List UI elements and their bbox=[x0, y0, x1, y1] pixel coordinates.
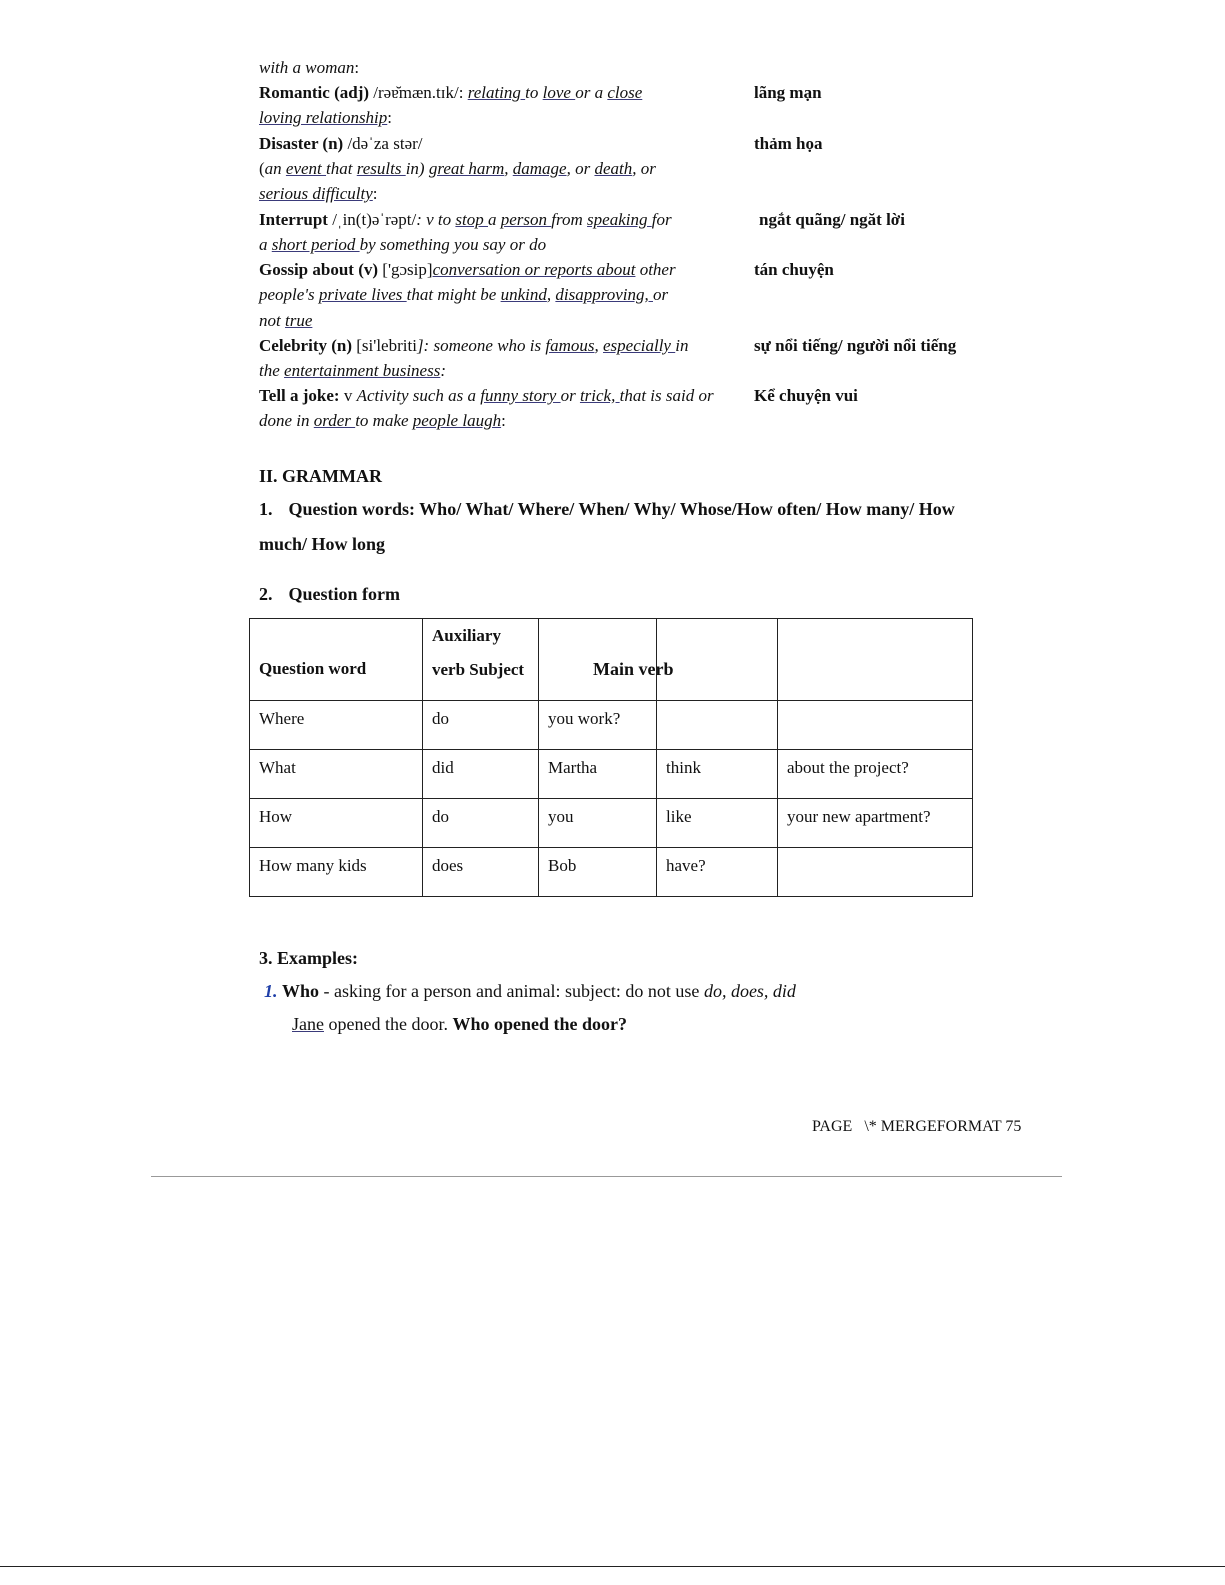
text-segment: trick, bbox=[579, 386, 620, 405]
vocab-line bbox=[259, 235, 546, 255]
header-verb-subject: verb Subject bbox=[432, 660, 525, 679]
header-auxiliary-subject bbox=[423, 619, 539, 701]
header-auxiliary: Auxiliary bbox=[432, 626, 501, 645]
table-cell: Where bbox=[250, 701, 423, 750]
text-segment: , or bbox=[632, 159, 656, 178]
translation: Kể chuyện vui bbox=[754, 386, 858, 405]
text-segment: stop bbox=[455, 210, 488, 229]
text-segment: love bbox=[542, 83, 576, 102]
text-segment: done in bbox=[259, 411, 314, 430]
list-number: 1. bbox=[264, 981, 278, 1001]
table-cell: do bbox=[423, 701, 539, 750]
text-segment: : v to bbox=[416, 210, 456, 229]
text-segment: damage bbox=[512, 159, 567, 178]
table-cell: What bbox=[250, 750, 423, 799]
text-segment: disapproving, bbox=[555, 285, 653, 304]
table-cell: Bob bbox=[539, 848, 657, 897]
table-cell: How many kids bbox=[250, 848, 423, 897]
vocab-line bbox=[259, 58, 359, 78]
text-segment: woman bbox=[305, 58, 355, 77]
table-cell: How bbox=[250, 799, 423, 848]
table-row bbox=[250, 848, 973, 897]
text-segment: /rəɐ̆mæn.tɪk/: bbox=[369, 83, 468, 102]
header-main-verb: Main verb bbox=[593, 659, 674, 679]
text-segment: conversation or reports about bbox=[432, 260, 636, 279]
text-segment: that is said or bbox=[619, 386, 714, 405]
table-cell: your new apartment? bbox=[778, 799, 973, 848]
question-words-text: Question words: Who/ What/ Where/ When/ Why/ Whose/How often/ How many/ How bbox=[288, 499, 955, 519]
vocab-line bbox=[259, 134, 423, 154]
question-words-heading bbox=[259, 499, 955, 520]
question-words-continued: much/ How long bbox=[259, 534, 386, 554]
text-segment: opened the door. bbox=[323, 1014, 453, 1034]
text-segment: /dəˈza stər/ bbox=[343, 134, 423, 153]
text-segment: , bbox=[504, 159, 513, 178]
question-form-heading bbox=[259, 584, 400, 605]
text-segment: Disaster (n) bbox=[259, 134, 344, 153]
text-segment: famous bbox=[545, 336, 595, 355]
text-segment: that bbox=[326, 159, 357, 178]
text-segment: from bbox=[551, 210, 588, 229]
text-segment: [si'lebriti bbox=[352, 336, 417, 355]
question-form-text: Question form bbox=[288, 584, 400, 604]
vocab-line bbox=[259, 83, 642, 103]
text-segment: not bbox=[259, 311, 285, 330]
table-cell: you work? bbox=[539, 701, 657, 750]
text-segment: private lives bbox=[318, 285, 407, 304]
list-number: 1. bbox=[259, 499, 273, 519]
table-cell: do bbox=[423, 799, 539, 848]
translation: thảm họa bbox=[754, 134, 823, 153]
text-segment: to make bbox=[355, 411, 413, 430]
text-segment: true bbox=[284, 311, 313, 330]
text-segment: Tell a joke: bbox=[259, 386, 340, 405]
grammar-heading: II. GRAMMAR bbox=[259, 466, 382, 486]
text-segment: order bbox=[313, 411, 356, 430]
vocab-line bbox=[259, 210, 672, 230]
text-segment: ['gɔsip] bbox=[378, 260, 433, 279]
table-row bbox=[250, 750, 973, 799]
table-cell: does bbox=[423, 848, 539, 897]
table-cell: Martha bbox=[539, 750, 657, 799]
table-cell: like bbox=[657, 799, 778, 848]
text-segment: that might be bbox=[406, 285, 501, 304]
table-cell bbox=[657, 701, 778, 750]
vocab-line bbox=[259, 260, 676, 280]
table-cell bbox=[778, 701, 973, 750]
text-segment: serious difficulty bbox=[259, 184, 373, 203]
page-footer: PAGE \* MERGEFORMAT 75 bbox=[812, 1118, 1022, 1135]
text-segment: for bbox=[651, 210, 672, 229]
table-cell: about the project? bbox=[778, 750, 973, 799]
header-cell bbox=[657, 619, 778, 701]
example-item bbox=[264, 981, 796, 1001]
text-segment: or bbox=[560, 386, 580, 405]
text-segment: or bbox=[652, 285, 669, 304]
text-segment: relating bbox=[467, 83, 526, 102]
text-segment: short period bbox=[271, 235, 360, 254]
text-segment: event bbox=[285, 159, 327, 178]
text-segment: the bbox=[259, 361, 285, 380]
table-cell: have? bbox=[657, 848, 778, 897]
text-segment: Interrupt bbox=[259, 210, 328, 229]
text-segment: , bbox=[546, 285, 556, 304]
text-segment: person bbox=[500, 210, 552, 229]
text-segment: great harm bbox=[428, 159, 505, 178]
text-segment: funny story bbox=[480, 386, 561, 405]
table-row bbox=[250, 799, 973, 848]
bottom-border bbox=[0, 1566, 1225, 1567]
text-segment: , or bbox=[566, 159, 595, 178]
table-cell: think bbox=[657, 750, 778, 799]
text-segment: ( bbox=[259, 159, 265, 178]
vocab-line bbox=[259, 285, 668, 305]
text-segment: Who bbox=[282, 981, 320, 1001]
text-segment: : bbox=[440, 361, 446, 380]
example-item-text bbox=[282, 981, 796, 1001]
vocab-line bbox=[259, 411, 506, 431]
vocab-line bbox=[259, 336, 688, 356]
text-segment: results bbox=[356, 159, 406, 178]
page-divider bbox=[151, 1176, 1062, 1177]
translation: tán chuyện bbox=[754, 260, 834, 279]
text-segment: - asking for a person and animal: subject: do not use bbox=[319, 981, 704, 1001]
text-segment: close bbox=[607, 83, 643, 102]
text-segment: by something you say or do bbox=[359, 235, 547, 254]
text-segment: unkind bbox=[500, 285, 547, 304]
table-cell bbox=[778, 848, 973, 897]
vocab-line bbox=[259, 361, 446, 381]
text-segment: v bbox=[339, 386, 357, 405]
text-segment: a bbox=[259, 235, 272, 254]
list-number: 2. bbox=[259, 584, 273, 604]
table-row bbox=[250, 701, 973, 750]
text-segment: loving relationship bbox=[259, 108, 388, 127]
table-cell: did bbox=[423, 750, 539, 799]
text-segment: entertainment business bbox=[284, 361, 441, 380]
translation: sự nổi tiếng/ người nổi tiếng bbox=[754, 336, 957, 355]
text-segment: Gossip about (v) bbox=[259, 260, 379, 279]
text-segment: in bbox=[675, 336, 689, 355]
text-segment: Activity such as a bbox=[356, 386, 481, 405]
text-segment: Romantic (adj) bbox=[259, 83, 370, 102]
vocab-line bbox=[259, 159, 656, 179]
text-segment: especially bbox=[603, 336, 676, 355]
header-cell bbox=[778, 619, 973, 701]
text-segment: speaking bbox=[587, 210, 652, 229]
text-segment: : bbox=[387, 108, 393, 127]
text-segment: an bbox=[264, 159, 286, 178]
translation: ngắt quãng/ ngăt lời bbox=[759, 210, 905, 229]
vocab-line bbox=[259, 311, 312, 331]
text-segment: or a bbox=[575, 83, 608, 102]
translation: lãng mạn bbox=[754, 83, 822, 102]
text-segment: , bbox=[594, 336, 604, 355]
vocab-line bbox=[259, 386, 714, 406]
text-segment: a bbox=[488, 210, 501, 229]
text-segment: Jane bbox=[292, 1014, 324, 1034]
text-segment: : bbox=[372, 184, 378, 203]
text-segment: death bbox=[594, 159, 633, 178]
text-segment: Celebrity (n) bbox=[259, 336, 353, 355]
text-segment: : bbox=[501, 411, 506, 430]
examples-heading: 3. Examples: bbox=[259, 948, 358, 968]
text-segment: : bbox=[354, 58, 360, 77]
vocab-line bbox=[259, 108, 392, 128]
text-segment: do, does, did bbox=[703, 981, 796, 1001]
text-segment: people laugh bbox=[412, 411, 502, 430]
text-segment: ]: someone who is bbox=[416, 336, 546, 355]
text-segment: people's bbox=[259, 285, 319, 304]
text-segment: with a bbox=[259, 58, 306, 77]
text-segment: Who opened the door? bbox=[452, 1014, 627, 1034]
text-segment: to bbox=[525, 83, 543, 102]
text-segment: in) bbox=[405, 159, 429, 178]
text-segment: /ˌin(t)əˈrəpt/ bbox=[327, 210, 417, 229]
text-segment: other bbox=[635, 260, 676, 279]
header-question-word: Question word bbox=[250, 619, 423, 701]
example-sentence bbox=[292, 1014, 627, 1034]
table-cell: you bbox=[539, 799, 657, 848]
vocab-line bbox=[259, 184, 378, 204]
